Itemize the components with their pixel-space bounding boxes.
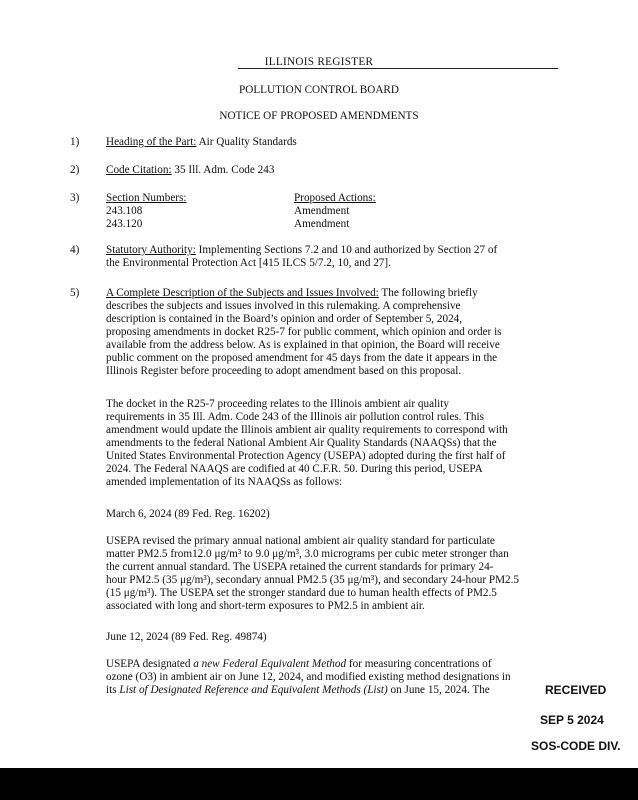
paragraph-line: description is contained in the Board’s opinion and order of September 5, 2024, [106,313,463,325]
item-1-value: Air Quality Standards [196,136,297,148]
section-number: 243.108 [106,205,143,217]
proposed-action: Amendment [294,205,350,217]
paragraph-line [106,658,568,671]
item-5-paragraph-2 [106,398,568,489]
paragraph-line: USEPA revised the primary annual national ambient air quality standard for particulate [106,535,495,547]
board-title: POLLUTION CONTROL BOARD [239,84,399,96]
date-heading-march: March 6, 2024 (89 Fed. Reg. 16202) [106,508,270,520]
item-5-number: 5) [70,287,80,299]
received-stamp-date: SEP 5 2024 [540,713,604,727]
item-2 [106,164,568,177]
item-5-paragraph-1 [106,287,568,378]
item-5-paragraph-4 [106,658,568,697]
paragraph-line: associated with long and short-term exposures to PM2.5 in ambient air. [106,600,425,612]
paragraph-line [106,287,568,300]
section-number: 243.120 [106,218,143,230]
paragraph-line: requirements in 35 Ill. Adm. Code 243 of the Illinois air pollution control rules. This [106,411,484,423]
paragraph-line: available from the address below. As is explained in that opinion, the Board will receive [106,339,500,351]
item-1 [106,136,568,149]
text-run: for measuring concentrations of [346,658,492,670]
paragraph-line: (15 μg/m³). The USEPA set the stronger standard due to human health effects of PM2.5 [106,587,497,599]
item-4-line [106,244,568,257]
received-stamp-division: SOS-CODE DIV. [531,739,621,753]
paragraph-line: amendments to the federal National Ambient Air Quality Standards (NAAQSs) that the [106,437,497,449]
italic-text-run: List of Designated Reference and Equivalent Methods (List) [119,684,388,696]
paragraph-line: the current annual standard. The USEPA retained the current standards for primary 24- [106,561,494,573]
item-5-intro: The following briefly [378,287,478,299]
paragraph-line: ozone (O3) in ambient air on June 12, 2024, and modified existing method designations in [106,671,511,683]
received-stamp: RECEIVED [545,683,607,697]
header-rule [238,68,558,69]
item-5-label: A Complete Description of the Subjects and Issues Involved: [106,287,379,299]
item-4 [106,244,568,270]
item-4-text: Implementing Sections 7.2 and 10 and authorized by Section 27 of [195,244,498,256]
paragraph-line: Illinois Register before proceeding to adopt amendment based on this proposal. [106,365,462,377]
paragraph-line: describes the subjects and issues involved in this rulemaking. A comprehensive [106,300,461,312]
paragraph-line: public comment on the proposed amendment for 45 days from the date it appears in the [106,352,498,364]
italic-text-run: a new Federal Equivalent Method [193,658,347,670]
paragraph-line: hour PM2.5 (35 μg/m³), secondary annual PM2.5 (35 μg/m³), and secondary 24-hour PM2.5 [106,574,520,586]
paragraph-line [106,684,568,697]
paragraph-line: amended implementation of its NAAQSs as follows: [106,476,343,488]
section-numbers-heading: Section Numbers: [106,192,187,204]
proposed-actions-heading: Proposed Actions: [294,192,376,204]
text-run: USEPA designated [106,658,194,670]
paragraph-line: matter PM2.5 from12.0 μg/m³ to 9.0 μg/m³, 3.0 micrograms per cubic meter stronger than [106,548,509,560]
paragraph-line: United States Environmental Protection Agency (USEPA) adopted during the first half of [106,450,506,462]
item-3-number: 3) [70,192,80,204]
text-run: its [106,684,120,696]
notice-title: NOTICE OF PROPOSED AMENDMENTS [219,110,419,122]
paragraph-line: amendment would update the Illinois ambient air quality requirements to correspond with [106,424,508,436]
paragraph-line: The docket in the R25-7 proceeding relates to the Illinois ambient air quality [106,398,449,410]
date-heading-june: June 12, 2024 (89 Fed. Reg. 49874) [106,631,267,643]
paragraph-line: 2024. The Federal NAAQS are codified at 40 C.F.R. 50. During this period, USEPA [106,463,483,475]
item-1-label: Heading of the Part: [106,136,197,148]
item-4-label: Statutory Authority: [106,244,196,256]
item-2-label: Code Citation: [106,164,172,176]
paragraph-line: proposing amendments in docket R25-7 for public comment, which opinion and order is [106,326,502,338]
item-2-value: 35 Ill. Adm. Code 243 [171,164,275,176]
item-4-number: 4) [70,244,80,256]
proposed-action: Amendment [294,218,350,230]
scan-bottom-edge [0,768,638,800]
register-title: ILLINOIS REGISTER [264,56,374,68]
item-5-paragraph-3 [106,535,568,613]
item-4-line: the Environmental Protection Act [415 ILCS 5/7.2, 10, and 27]. [106,257,391,269]
item-1-number: 1) [70,136,80,148]
text-run: on June 15, 2024. The [387,684,490,696]
item-2-number: 2) [70,164,80,176]
